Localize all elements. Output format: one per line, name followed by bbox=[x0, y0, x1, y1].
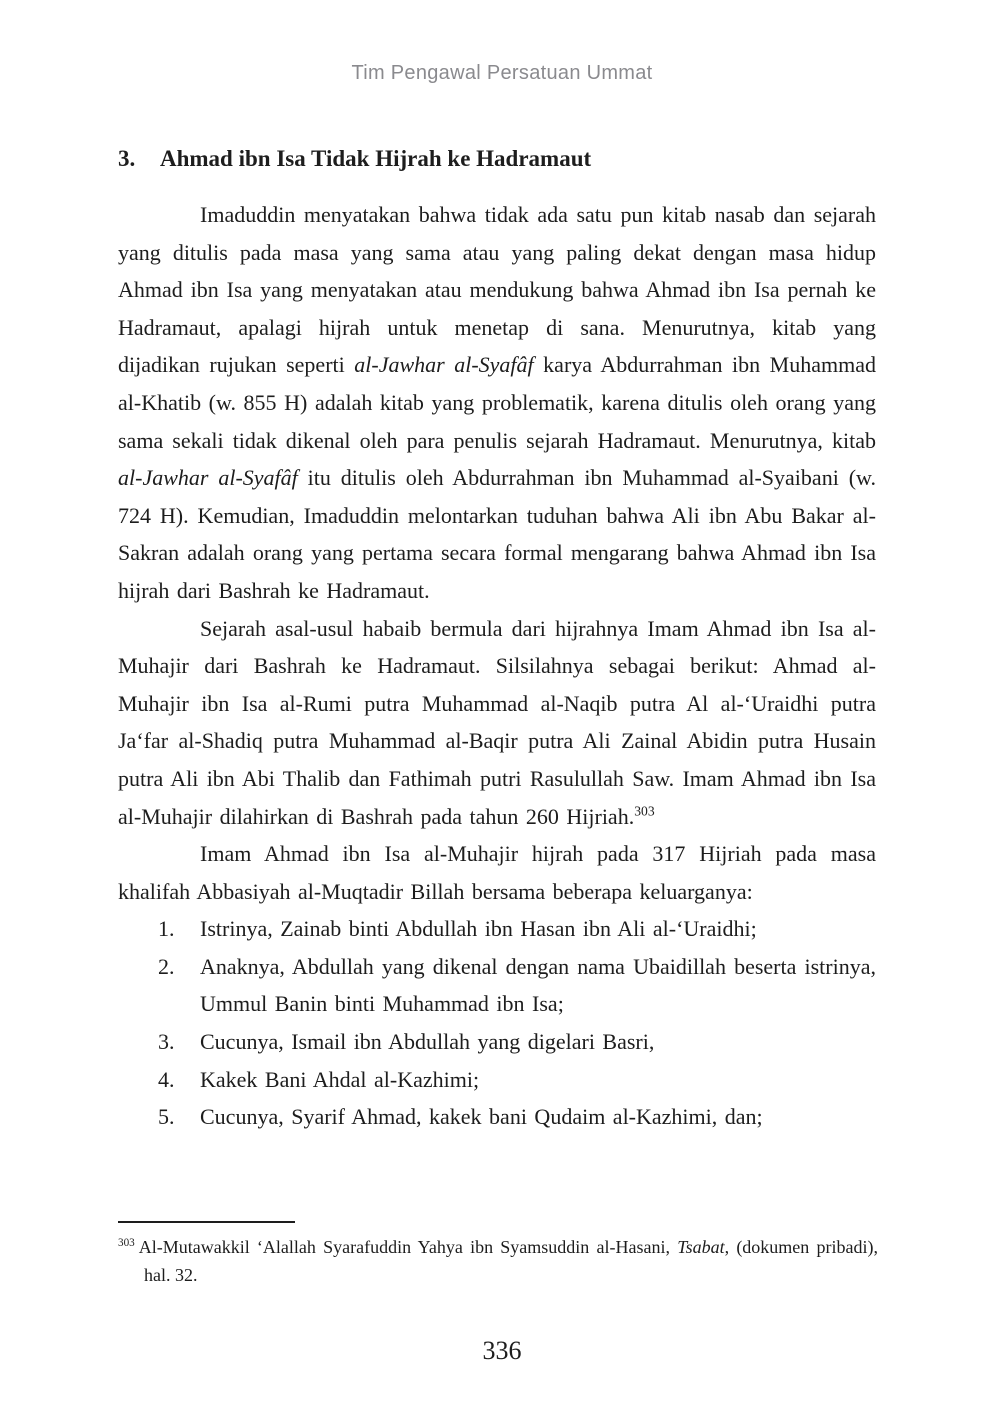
italic-text: al-Jawhar al-Syafâf bbox=[118, 465, 298, 491]
list-item-text: Anaknya, Abdullah yang dikenal dengan nama Ubaidillah beserta istrinya, Ummul Banin binti Muhammad ibn Isa; bbox=[200, 953, 876, 1017]
section-title: Ahmad ibn Isa Tidak Hijrah ke Hadramaut bbox=[160, 146, 592, 171]
running-header: Tim Pengawal Persatuan Ummat bbox=[351, 62, 653, 84]
list-item bbox=[118, 1061, 876, 1099]
italic-text: al-Jawhar al-Syafâf bbox=[354, 352, 534, 378]
list-item bbox=[118, 910, 876, 948]
text-segment: itu ditulis oleh Abdurrahman ibn Muhammad al-Syaibani (w. 724 H). Kemudian, Imaduddin melontarkan tuduhan bahwa Ali ibn Abu Bakar al-Sakran adalah orang yang pertama secara formal mengarang bahwa Ahmad ibn Isa hijrah dari Bashrah ke Hadramaut. bbox=[118, 465, 876, 603]
list-item-number: 3. bbox=[158, 1029, 175, 1055]
list-item bbox=[118, 948, 876, 1023]
text-segment: Sejarah asal-usul habaib bermula dari hijrahnya Imam Ahmad ibn Isa al-Muhajir dari Bashrah ke Hadramaut. Silsilahnya sebagai berikut: Ahmad al-Muhajir ibn Isa al-Rumi putra Muhammad al-Naqib putra Al al-‘Uraidhi putra Ja‘far al-Shadiq putra Muhammad al-Baqir putra Ali Zainal Abidin putra Husain putra Ali ibn Abi Thalib dan Fathimah putri Rasulullah Saw. Imam Ahmad ibn Isa al-Muhajir dilahirkan di Bashrah pada tahun 260 Hijriah. bbox=[118, 615, 876, 829]
footnote-reference: 303 bbox=[634, 803, 655, 819]
list-item-number: 2. bbox=[158, 953, 175, 979]
paragraph bbox=[118, 835, 876, 910]
list-item-text: Cucunya, Syarif Ahmad, kakek bani Qudaim al-Kazhimi, dan; bbox=[200, 1104, 763, 1130]
footnote bbox=[118, 1233, 878, 1289]
section-heading bbox=[118, 144, 876, 174]
list-item bbox=[118, 1098, 876, 1136]
paragraphs bbox=[118, 196, 876, 910]
paragraph bbox=[118, 610, 876, 836]
list-item bbox=[118, 1023, 876, 1061]
list-item-text: Kakek Bani Ahdal al-Kazhimi; bbox=[200, 1066, 480, 1092]
footnote-text bbox=[139, 1237, 878, 1285]
footnote-marker: 303 bbox=[118, 1237, 135, 1249]
text-segment: Imaduddin menyatakan bahwa tidak ada satu pun kitab nasab dan sejarah yang ditulis pada masa yang sama atau yang paling dekat dengan masa hidup Ahmad ibn Isa yang menyatakan atau mendukung bahwa Ahmad ibn Isa pernah ke Hadramaut, apalagi hijrah untuk menetap di sana. Menurutnya, kitab yang dijadikan rujukan seperti bbox=[118, 202, 876, 378]
page-number: 336 bbox=[482, 1336, 522, 1365]
list-item-number: 5. bbox=[158, 1104, 175, 1130]
numbered-list bbox=[118, 910, 876, 1136]
list-item-number: 1. bbox=[158, 916, 175, 942]
text-segment: karya Abdurrahman ibn Muhammad al-Khatib (w. 855 H) adalah kitab yang problematik, karena ditulis oleh orang yang sama sekali tidak dikenal oleh para penulis sejarah Hadramaut. Menurutnya, kitab bbox=[118, 352, 876, 453]
list-item-text: Istrinya, Zainab binti Abdullah ibn Hasan ibn Ali al-‘Uraidhi; bbox=[200, 916, 757, 942]
text-segment: Imam Ahmad ibn Isa al-Muhajir hijrah pada 317 Hijriah pada masa khalifah Abbasiyah al-Muqtadir Billah bersama beberapa keluarganya: bbox=[118, 841, 876, 904]
italic-text: Tsabat bbox=[677, 1237, 725, 1257]
paragraph bbox=[118, 196, 876, 610]
text-segment: , (dokumen pribadi), hal. 32. bbox=[144, 1237, 879, 1285]
text-segment: Al-Mutawakkil ‘Alallah Syarafuddin Yahya ibn Syamsuddin al-Hasani, bbox=[138, 1237, 678, 1257]
list-item-text: Cucunya, Ismail ibn Abdullah yang digelari Basri, bbox=[200, 1029, 655, 1055]
section-number: 3. bbox=[118, 146, 136, 171]
page-content bbox=[118, 144, 876, 1136]
footnote-separator bbox=[118, 1221, 295, 1223]
list-item-number: 4. bbox=[158, 1066, 175, 1092]
